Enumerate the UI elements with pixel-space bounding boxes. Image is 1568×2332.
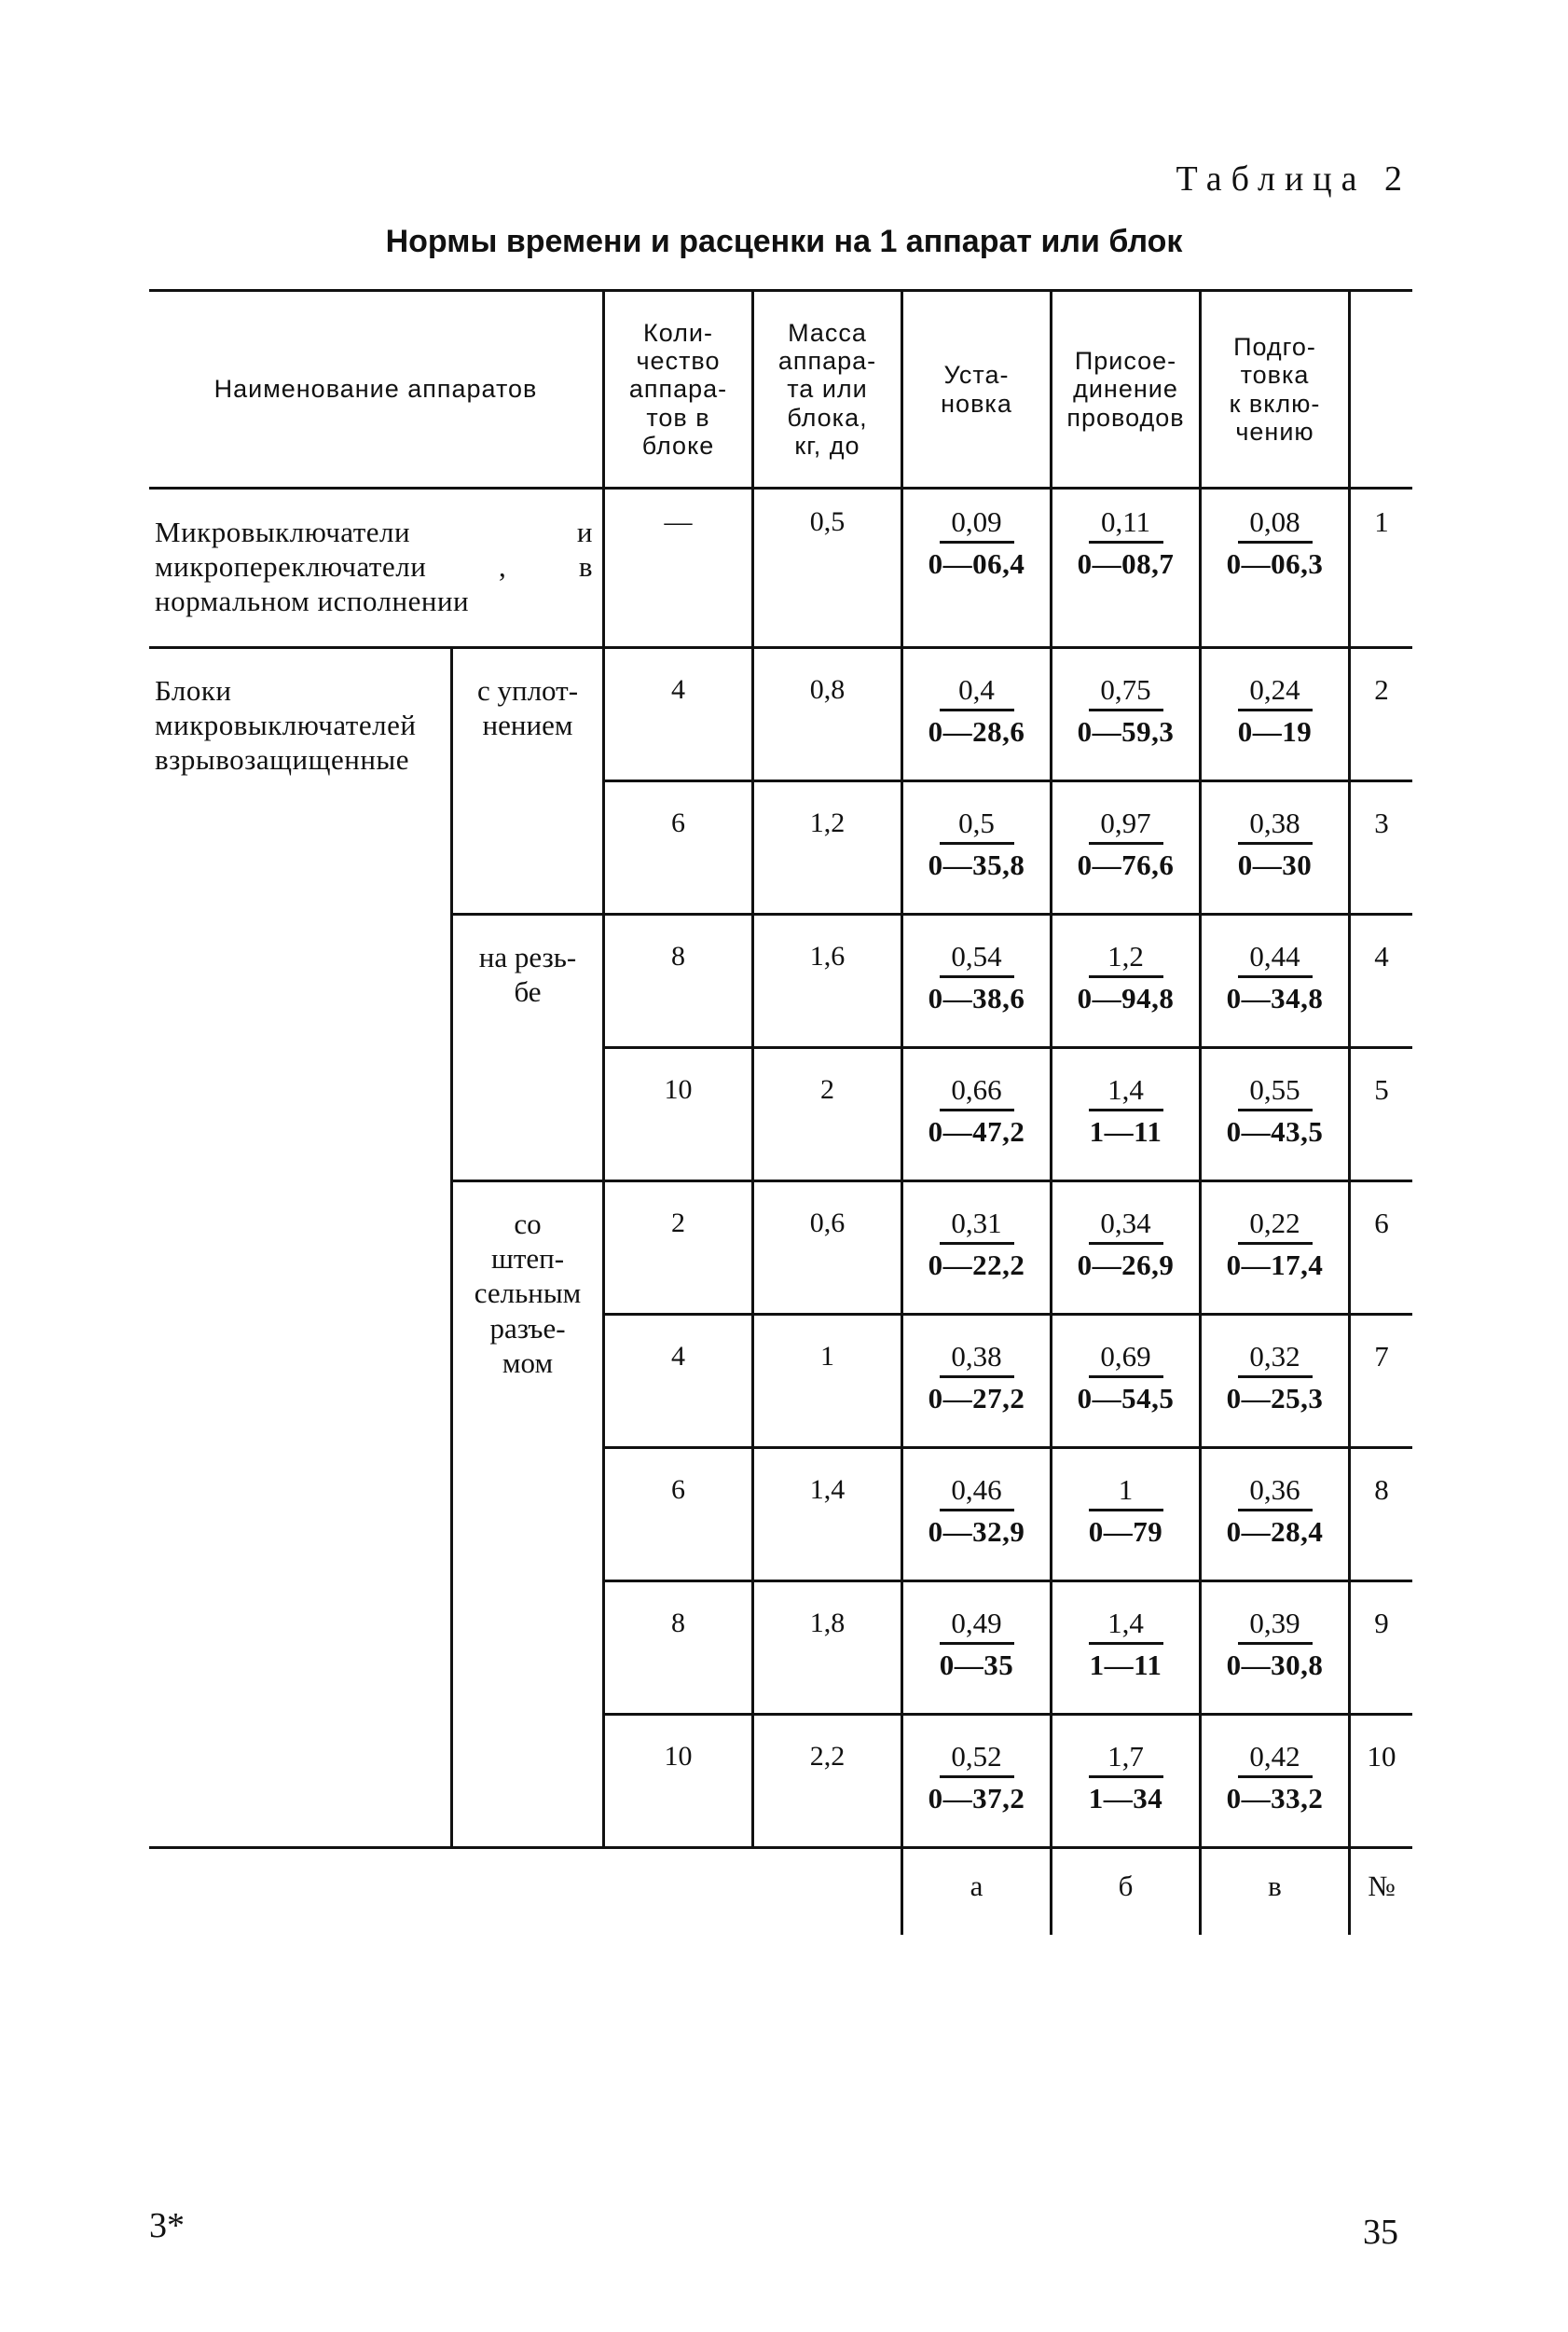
norm-fraction-c — [1202, 505, 1348, 581]
norm-fraction-b — [1052, 807, 1199, 882]
norm-fraction-a — [903, 505, 1050, 581]
rate-b: 0—59,3 — [1077, 715, 1175, 748]
row-number: 6 — [1374, 1207, 1389, 1239]
row-number: 8 — [1374, 1473, 1389, 1506]
norm-fraction-b — [1052, 673, 1199, 749]
norm-fraction-c — [1202, 1607, 1348, 1682]
norm-fraction-b — [1052, 940, 1199, 1015]
norm-fraction-c — [1202, 673, 1348, 749]
rule-row9-bottom — [602, 1713, 1412, 1716]
time-norm-a: 0,54 — [940, 940, 1014, 978]
norm-fraction-c — [1202, 807, 1348, 882]
norm-fraction-b — [1052, 1740, 1199, 1815]
norm-fraction-a — [903, 1607, 1050, 1682]
rule-row1-bottom — [149, 646, 1412, 649]
table-caption: Таблица 2 — [1176, 159, 1411, 199]
header-mass — [754, 292, 901, 487]
rate-b: 0—54,5 — [1077, 1382, 1175, 1414]
time-norm-c: 0,39 — [1238, 1607, 1313, 1645]
time-norm-a: 0,52 — [940, 1740, 1014, 1778]
rule-row7-bottom — [602, 1446, 1412, 1449]
norm-fraction-c — [1202, 1207, 1348, 1282]
mass-cell — [754, 940, 901, 973]
norm-fraction-c — [1202, 1740, 1348, 1815]
header-name: Наименование аппаратов — [213, 375, 538, 404]
mass-cell — [754, 1340, 901, 1373]
time-norm-c: 0,32 — [1238, 1340, 1313, 1378]
norm-fraction-c — [1202, 1340, 1348, 1415]
count-cell — [605, 807, 751, 840]
norm-fraction-c — [1202, 1073, 1348, 1149]
rate-b: 0—26,9 — [1077, 1249, 1175, 1281]
norm-fraction-c — [1202, 940, 1348, 1015]
count-cell — [605, 1607, 751, 1640]
header-count-text: Коли- чество аппара- тов в блоке — [628, 318, 728, 460]
rate-a: 0—37,2 — [928, 1782, 1025, 1815]
mass-value: 0,6 — [809, 1207, 846, 1238]
rate-c: 0—28,4 — [1226, 1515, 1324, 1548]
row-number: 7 — [1374, 1340, 1389, 1373]
time-norm-b: 1,4 — [1089, 1607, 1163, 1645]
footer-label-c: в — [1268, 1870, 1282, 1902]
norm-fraction-b — [1052, 1073, 1199, 1149]
time-norm-b: 1 — [1089, 1473, 1163, 1511]
rate-a: 0—35,8 — [928, 849, 1025, 881]
time-norm-a: 0,31 — [940, 1207, 1014, 1245]
rate-b: 1—34 — [1088, 1782, 1163, 1815]
count-value: 8 — [671, 941, 685, 972]
time-norm-b: 1,4 — [1089, 1073, 1163, 1111]
rule-row4-bottom — [602, 1046, 1412, 1049]
mass-value: 2 — [820, 1074, 834, 1105]
count-cell — [605, 1473, 751, 1507]
rule-row6-bottom — [602, 1313, 1412, 1316]
time-norm-b: 0,69 — [1089, 1340, 1163, 1378]
rate-c: 0—06,3 — [1226, 547, 1324, 580]
mass-cell — [754, 1607, 901, 1640]
norm-fraction-a — [903, 1740, 1050, 1815]
rule-header-bottom — [149, 487, 1412, 490]
norm-fraction-a — [903, 1473, 1050, 1549]
count-value: 6 — [671, 807, 685, 838]
mass-cell — [754, 1073, 901, 1107]
time-norm-a: 0,66 — [940, 1073, 1014, 1111]
time-norm-a: 0,49 — [940, 1607, 1014, 1645]
count-value: 4 — [671, 674, 685, 705]
rate-a: 0—27,2 — [928, 1382, 1025, 1414]
mass-cell — [754, 1207, 901, 1240]
mass-cell — [754, 673, 901, 707]
header-b — [1052, 292, 1199, 487]
norm-fraction-c — [1202, 1473, 1348, 1549]
time-norm-a: 0,09 — [940, 505, 1014, 544]
rate-a: 0—22,2 — [928, 1249, 1025, 1281]
count-cell — [605, 1073, 751, 1107]
footer-label-a: а — [970, 1870, 983, 1902]
norm-fraction-a — [903, 1340, 1050, 1415]
time-norm-a: 0,5 — [940, 807, 1014, 845]
mass-value: 1 — [820, 1341, 834, 1372]
count-value: 10 — [664, 1074, 693, 1105]
time-norm-b: 0,34 — [1089, 1207, 1163, 1245]
mass-cell — [754, 505, 901, 539]
rate-c: 0—33,2 — [1226, 1782, 1324, 1815]
row-number: 2 — [1374, 673, 1389, 706]
time-norm-b: 1,7 — [1089, 1740, 1163, 1778]
mass-cell — [754, 1473, 901, 1507]
time-norm-c: 0,42 — [1238, 1740, 1313, 1778]
count-cell — [605, 505, 751, 539]
norm-fraction-a — [903, 1207, 1050, 1282]
mass-cell — [754, 807, 901, 840]
time-norm-b: 0,97 — [1089, 807, 1163, 845]
time-norm-a: 0,4 — [940, 673, 1014, 711]
norm-fraction-a — [903, 807, 1050, 882]
header-a — [903, 292, 1050, 487]
rate-c: 0—30 — [1237, 849, 1313, 881]
count-cell — [605, 940, 751, 973]
header-mass-text: Масса аппара- та или блока, кг, до — [777, 318, 877, 460]
rule-row8-bottom — [602, 1580, 1412, 1582]
rate-a: 0—06,4 — [928, 547, 1025, 580]
header-a-text: Уста- новка — [941, 361, 1012, 418]
rate-b: 0—79 — [1088, 1515, 1163, 1548]
norm-fraction-a — [903, 673, 1050, 749]
count-cell — [605, 1207, 751, 1240]
mass-value: 0,8 — [809, 674, 846, 705]
count-value: 6 — [671, 1474, 685, 1505]
rule-table-bottom — [149, 1846, 1412, 1849]
count-value: 10 — [664, 1741, 693, 1772]
time-norm-c: 0,36 — [1238, 1473, 1313, 1511]
rate-b: 0—94,8 — [1077, 982, 1175, 1014]
norm-fraction-b — [1052, 1473, 1199, 1549]
rate-a: 0—35 — [939, 1649, 1014, 1681]
rate-b: 1—11 — [1089, 1649, 1162, 1681]
rate-a: 0—32,9 — [928, 1515, 1025, 1548]
rate-c: 0—43,5 — [1226, 1115, 1324, 1148]
footer-label-no: № — [1368, 1870, 1396, 1902]
count-value: — — [664, 506, 693, 537]
header-c — [1202, 292, 1348, 487]
header-c-text: Подго- товка к вклю- чению — [1229, 333, 1321, 446]
norm-fraction-b — [1052, 1207, 1199, 1282]
mass-value: 1,2 — [809, 807, 846, 838]
count-cell — [605, 1740, 751, 1773]
count-value: 8 — [671, 1608, 685, 1638]
header-b-text: Присое- динение проводов — [1066, 347, 1185, 432]
row-number: 9 — [1374, 1607, 1389, 1639]
signature-mark: 3* — [149, 2206, 185, 2245]
footer-label-b: б — [1118, 1870, 1134, 1902]
norm-fraction-a — [903, 940, 1050, 1015]
count-cell — [605, 1340, 751, 1373]
group-label-standard: Микровыключатели и микропереключатели , в нормальном исполнении — [155, 516, 593, 618]
group-label-explosion-proof: Блоки микровыключателей взрывозащищенные — [155, 674, 417, 777]
rate-a: 0—38,6 — [928, 982, 1025, 1014]
rate-c: 0—25,3 — [1226, 1382, 1324, 1414]
norm-fraction-b — [1052, 1607, 1199, 1682]
time-norm-b: 0,75 — [1089, 673, 1163, 711]
time-norm-c: 0,24 — [1238, 673, 1313, 711]
rate-a: 0—47,2 — [928, 1115, 1025, 1148]
rate-c: 0—34,8 — [1226, 982, 1324, 1014]
header-count — [605, 292, 751, 487]
mass-value: 0,5 — [809, 506, 846, 537]
time-norm-c: 0,44 — [1238, 940, 1313, 978]
norm-fraction-b — [1052, 1340, 1199, 1415]
time-norm-a: 0,46 — [940, 1473, 1014, 1511]
rate-c: 0—30,8 — [1226, 1649, 1324, 1681]
mass-value: 1,4 — [809, 1474, 846, 1505]
table-title: Нормы времени и расценки на 1 аппарат или блок — [385, 224, 1183, 259]
mass-value: 2,2 — [809, 1741, 846, 1772]
row-number: 5 — [1374, 1073, 1389, 1106]
rate-a: 0—28,6 — [928, 715, 1025, 748]
mass-value: 1,6 — [809, 941, 846, 972]
count-value: 4 — [671, 1341, 685, 1372]
count-cell — [605, 673, 751, 707]
time-norm-c: 0,38 — [1238, 807, 1313, 845]
rate-c: 0—19 — [1237, 715, 1313, 748]
row-number: 4 — [1374, 940, 1389, 973]
row-number: 1 — [1374, 505, 1389, 538]
time-norm-c: 0,55 — [1238, 1073, 1313, 1111]
time-norm-a: 0,38 — [940, 1340, 1014, 1378]
mass-value: 1,8 — [809, 1608, 846, 1638]
subgroup-label-threaded: на резь- бе — [478, 941, 577, 1009]
rule-row5-bottom — [453, 1180, 1412, 1182]
subgroup-label-plug-connector: со штеп- сельным разъе- мом — [474, 1207, 582, 1379]
row-number: 10 — [1367, 1740, 1396, 1773]
norm-fraction-a — [903, 1073, 1050, 1149]
mass-cell — [754, 1740, 901, 1773]
norm-fraction-b — [1052, 505, 1199, 581]
rate-b: 0—76,6 — [1077, 849, 1175, 881]
rule-row3-bottom — [453, 913, 1412, 916]
rule-row2-bottom — [602, 780, 1412, 782]
time-norm-b: 0,11 — [1089, 505, 1163, 544]
time-norm-c: 0,22 — [1238, 1207, 1313, 1245]
page-number: 35 — [1363, 2213, 1398, 2252]
count-value: 2 — [671, 1207, 685, 1238]
time-norm-c: 0,08 — [1238, 505, 1313, 544]
rate-b: 0—08,7 — [1077, 547, 1175, 580]
norms-table — [149, 289, 1412, 1935]
rate-b: 1—11 — [1089, 1115, 1162, 1148]
subgroup-label-sealed: с уплот- нением — [476, 674, 579, 742]
row-number: 3 — [1374, 807, 1389, 839]
time-norm-b: 1,2 — [1089, 940, 1163, 978]
rate-c: 0—17,4 — [1226, 1249, 1324, 1281]
